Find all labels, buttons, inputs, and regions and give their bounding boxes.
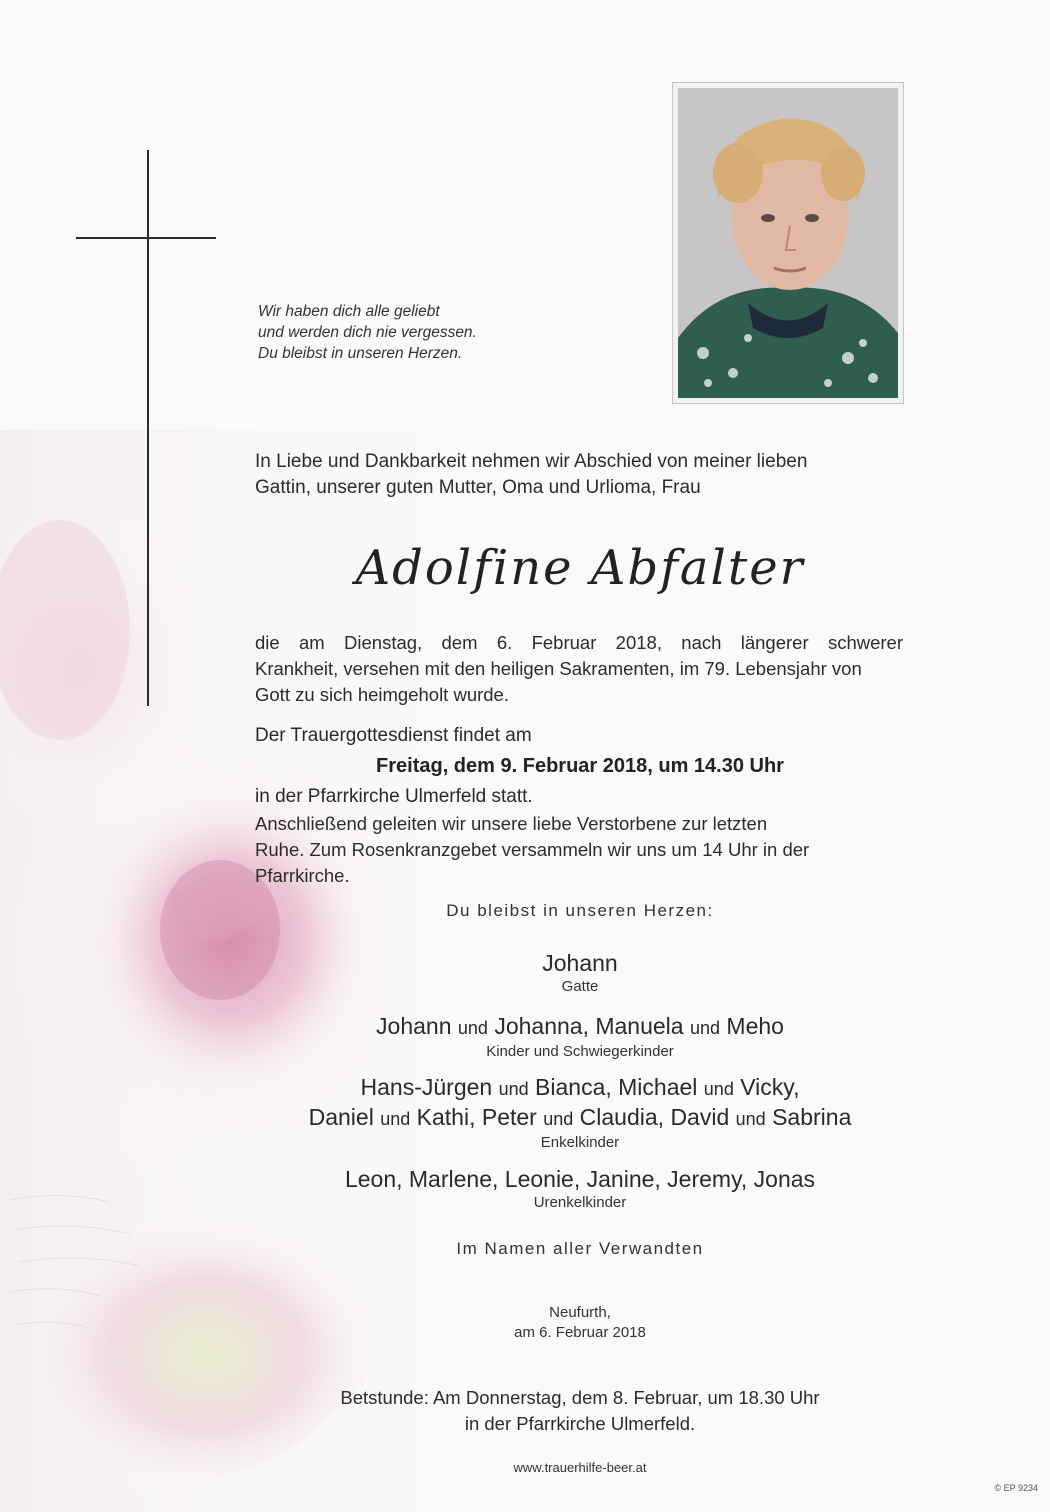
verse-line: Wir haben dich alle geliebt xyxy=(258,303,440,320)
cross-horizontal-bar xyxy=(76,237,216,239)
grandchild-name: Bianca, Michael xyxy=(535,1074,698,1100)
service-followup xyxy=(255,811,903,889)
grandchild-name: Claudia, David xyxy=(579,1104,730,1130)
date: am 6. Februar 2018 xyxy=(514,1324,646,1341)
grandchild-name: Vicky, xyxy=(740,1074,800,1100)
children-role: Kinder und Schwiegerkinder xyxy=(486,1043,674,1060)
deceased-name: Adolfine Abfalter xyxy=(355,540,805,596)
service-place: in der Pfarrkirche Ulmerfeld statt. xyxy=(255,786,533,807)
connector-und: und xyxy=(543,1109,574,1129)
service-date: Freitag, dem 9. Februar 2018, um 14.30 Uhr xyxy=(376,755,784,777)
print-code: © EP 9234 xyxy=(994,1483,1038,1493)
verse-line: Du bleibst in unseren Herzen. xyxy=(258,345,463,362)
connector-und: und xyxy=(735,1109,766,1129)
grandchild-name: Hans-Jürgen xyxy=(360,1074,493,1100)
connector-und: und xyxy=(380,1109,411,1129)
spouse-name: Johann xyxy=(542,950,618,976)
child-name: Meho xyxy=(726,1013,784,1039)
place: Neufurth, xyxy=(549,1304,611,1321)
mourner-group-great-grandchildren xyxy=(255,1165,905,1213)
place-date xyxy=(255,1303,905,1343)
great-grandchildren-role: Urenkelkinder xyxy=(533,1194,627,1211)
death-notice xyxy=(255,630,903,708)
closing-line: Im Namen aller Verwandten xyxy=(456,1239,704,1258)
children-names xyxy=(255,1012,905,1042)
intro-line: Gattin, unserer guten Mutter, Oma und Urlioma, Frau xyxy=(255,477,701,498)
grandchildren-names-row2 xyxy=(255,1103,905,1133)
grandchildren-names-row1 xyxy=(255,1073,905,1103)
death-notice-line: Gott zu sich heimgeholt wurde. xyxy=(255,684,509,705)
connector-und: und xyxy=(457,1018,488,1038)
grandchild-name: Sabrina xyxy=(772,1104,852,1130)
mourner-group-grandchildren xyxy=(255,1073,905,1153)
grandchildren-role: Enkelkinder xyxy=(540,1134,620,1151)
memorial-verse xyxy=(258,301,618,364)
service-intro: Der Trauergottesdienst findet am xyxy=(255,725,532,746)
mourner-group-spouse xyxy=(255,949,905,997)
death-notice-line: Krankheit, versehen mit den heiligen Sakramenten, im 79. Lebensjahr von xyxy=(255,658,862,679)
service-followup-line: Ruhe. Zum Rosenkranzgebet versammeln wir uns um 14 Uhr in der xyxy=(255,839,810,860)
connector-und: und xyxy=(689,1018,721,1038)
intro-text xyxy=(255,449,905,501)
great-grandchildren-names: Leon, Marlene, Leonie, Janine, Jeremy, Jonas xyxy=(344,1166,816,1192)
mourner-group-children xyxy=(255,1012,905,1062)
service-followup-line: Pfarrkirche. xyxy=(255,865,350,886)
portrait-photo xyxy=(672,82,904,404)
prayer-hour-line: Betstunde: Am Donnerstag, dem 8. Februar, um 18.30 Uhr xyxy=(340,1387,820,1408)
connector-und: und xyxy=(703,1079,734,1099)
website-link[interactable]: www.trauerhilfe-beer.at xyxy=(513,1460,647,1475)
child-name: Johanna, Manuela xyxy=(494,1013,684,1039)
prayer-hour xyxy=(255,1385,905,1437)
prayer-hour-line: in der Pfarrkirche Ulmerfeld. xyxy=(464,1413,696,1434)
service-followup-line: Anschließend geleiten wir unsere liebe Verstorbene zur letzten xyxy=(255,813,768,834)
cross-vertical-bar xyxy=(147,150,149,706)
verse-line: und werden dich nie vergessen. xyxy=(258,324,477,341)
child-name: Johann xyxy=(376,1013,452,1039)
grandchild-name: Daniel xyxy=(308,1104,374,1130)
death-notice-line: die am Dienstag, dem 6. Februar 2018, nach längerer schwerer xyxy=(255,632,903,653)
connector-und: und xyxy=(498,1079,529,1099)
heart-line: Du bleibst in unseren Herzen: xyxy=(446,901,714,920)
spouse-role: Gatte xyxy=(561,978,599,995)
portrait-image xyxy=(678,88,898,398)
grandchild-name: Kathi, Peter xyxy=(416,1104,537,1130)
intro-line: In Liebe und Dankbarkeit nehmen wir Abschied von meiner lieben xyxy=(255,451,808,472)
